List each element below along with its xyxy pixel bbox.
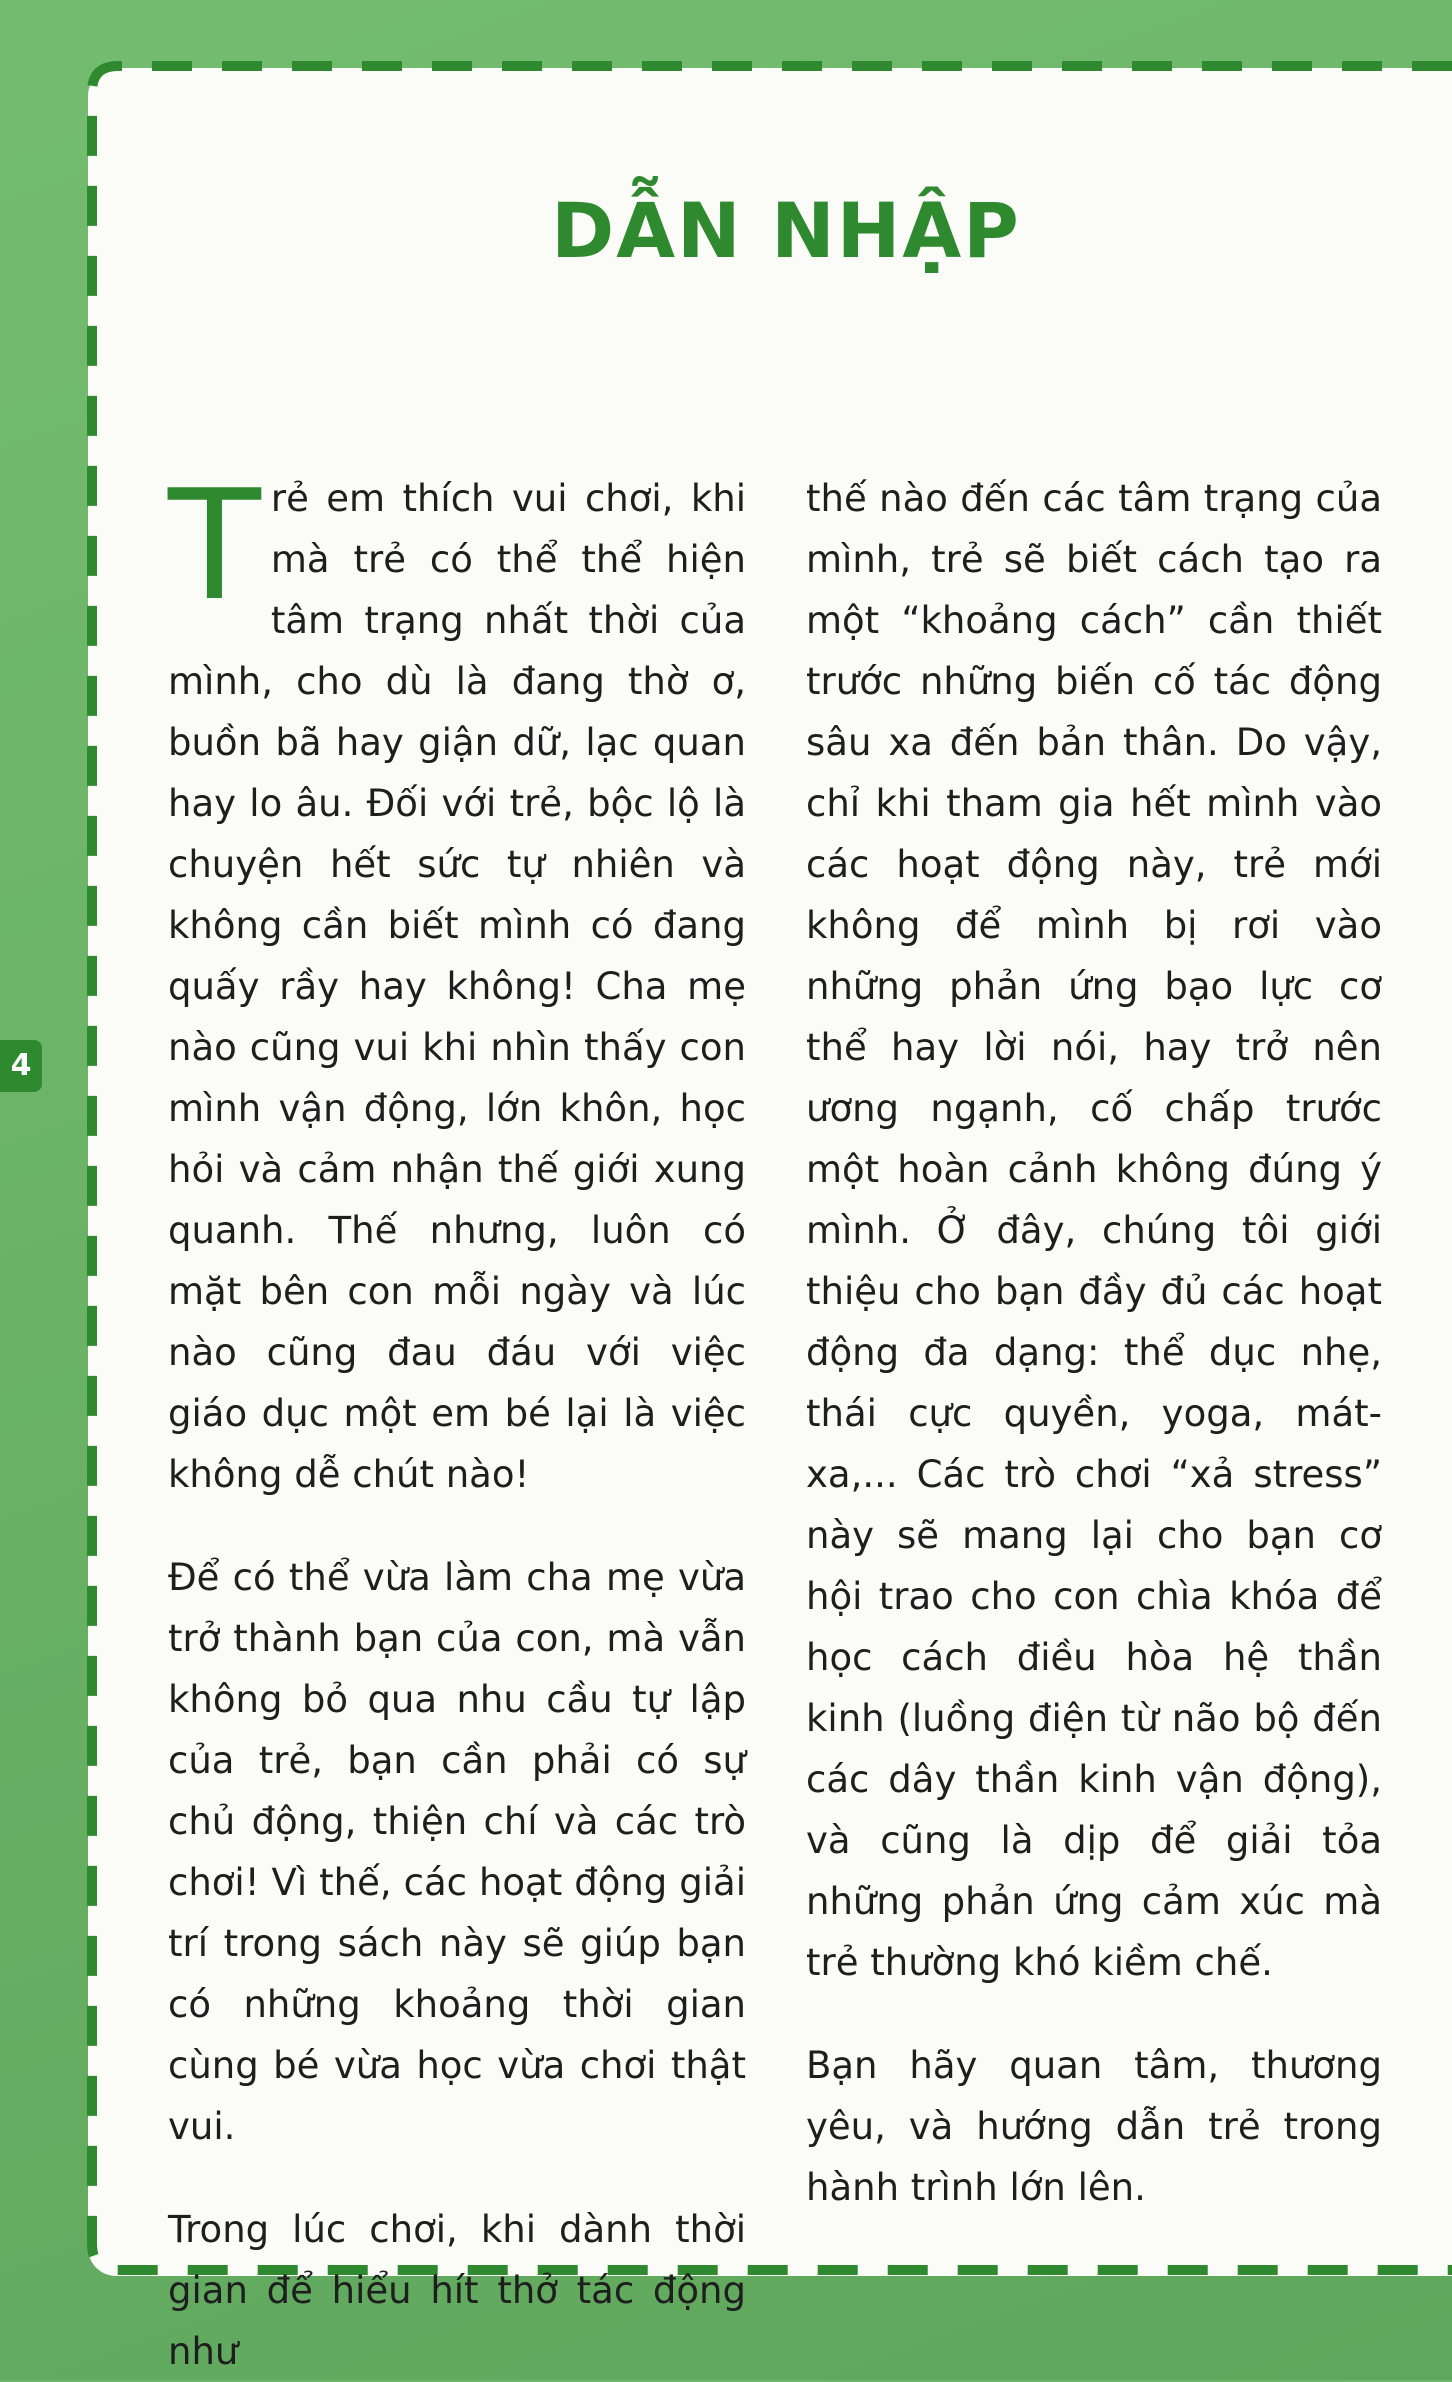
paragraph-breathing-continued: thế nào đến các tâm trạng của mình, trẻ sẽ biết cách tạo ra một “khoảng cách” cần thiết trước những biến cố tác động sâu xa đến bản thân. Do vậy, chỉ khi tham gia hết mình vào các hoạt động này, trẻ mới không để mình bị rơi vào những phản ứng bạo lực cơ thể hay lời nói, hay trở nên ương ngạnh, cố chấp trước một hoàn cảnh không đúng ý mình. Ở đây, chúng tôi giới thiệu cho bạn đầy đủ các hoạt động đa dạng: thể dục nhẹ, thái cực quyền, yoga, mát-xa,... Các trò chơi “xả stress” này sẽ mang lại cho bạn cơ hội trao cho con chìa khóa để học cách điều hòa hệ thần kinh (luồng điện từ não bộ đến các dây thần kinh vận động), và cũng là dịp để giải tỏa những phản ứng cảm xúc mà trẻ thường khó kiềm chế. bbox=[806, 477, 1382, 1984]
text-column-left bbox=[168, 457, 746, 2382]
paragraph-intro-text: rẻ em thích vui chơi, khi mà trẻ có thể thể hiện tâm trạng nhất thời của mình, cho dù là đang thờ ơ, buồn bã hay giận dữ, lạc quan hay lo âu. Đối với trẻ, bộc lộ là chuyện hết sức tự nhiên và không cần biết mình có đang quấy rầy hay không! Cha mẹ nào cũng vui khi nhìn thấy con mình vận động, lớn khôn, học hỏi và cảm nhận thế giới xung quanh. Thế nhưng, luôn có mặt bên con mỗi ngày và lúc nào cũng đau đáu với việc giáo dục một em bé lại là việc không dễ chút nào! bbox=[168, 477, 746, 1496]
paragraph-breathing-start: Trong lúc chơi, khi dành thời gian để hiểu hít thở tác động như bbox=[168, 2208, 746, 2373]
drop-cap: T bbox=[168, 457, 261, 634]
page-title: DẪN NHẬP bbox=[551, 186, 1021, 275]
page-number: 4 bbox=[0, 1040, 42, 1092]
paragraph-intro bbox=[168, 457, 746, 1505]
text-column-right bbox=[806, 468, 1382, 2218]
paragraph-closing: Bạn hãy quan tâm, thương yêu, và hướng dẫn trẻ trong hành trình lớn lên. bbox=[806, 2044, 1382, 2209]
paragraph-parents: Để có thể vừa làm cha mẹ vừa trở thành bạn của con, mà vẫn không bỏ qua nhu cầu tự lập của trẻ, bạn cần phải có sự chủ động, thiện chí và các trò chơi! Vì thế, các hoạt động giải trí trong sách này sẽ giúp bạn có những khoảng thời gian cùng bé vừa học vừa chơi thật vui. bbox=[168, 1556, 746, 2148]
